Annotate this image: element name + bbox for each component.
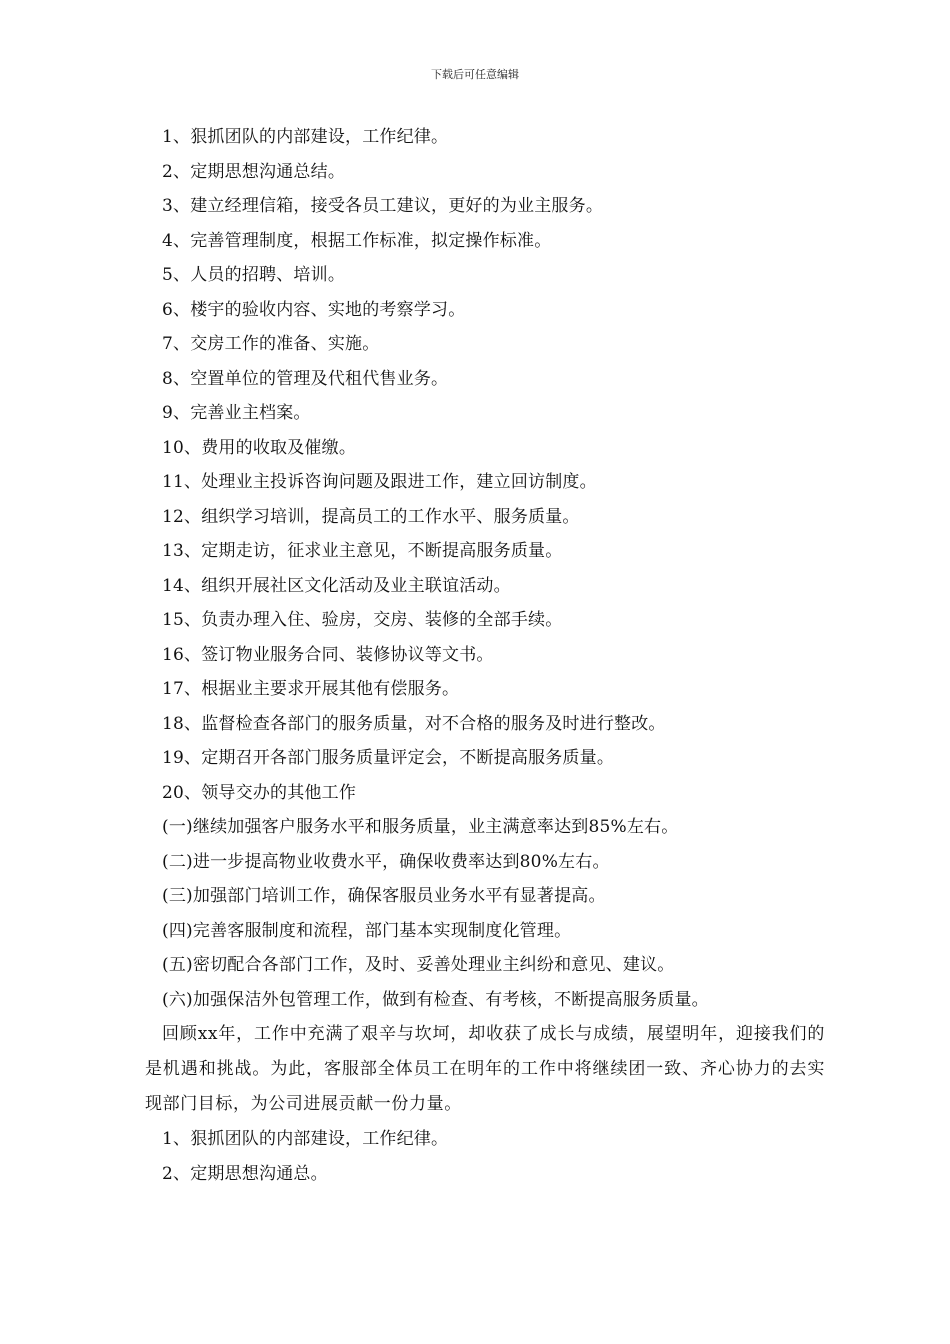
page-header: 下载后可任意编辑 — [431, 68, 519, 81]
list-item: 1、狠抓团队的内部建设，工作纪律。 — [162, 127, 449, 147]
goals-list — [145, 810, 825, 1017]
list-item: 11、处理业主投诉咨询问题及跟进工作，建立回访制度。 — [162, 472, 597, 492]
list-item: 2、定期思想沟通总结。 — [162, 161, 346, 182]
goal-item: (三)加强部门培训工作，确保客服员业务水平有显著提高。 — [162, 886, 606, 906]
list-item: 6、楼宇的验收内容、实地的考察学习。 — [162, 299, 466, 320]
list-item: 14、组织开展社区文化活动及业主联谊活动。 — [162, 575, 511, 596]
list-item: 18、监督检查各部门的服务质量，对不合格的服务及时进行整改。 — [162, 713, 666, 734]
goal-item: (二)进一步提高物业收费水平，确保收费率达到80%左右。 — [162, 851, 610, 872]
work-items-list — [145, 120, 825, 810]
list-item: 8、空置单位的管理及代租代售业务。 — [162, 368, 449, 389]
summary-paragraph: 回顾xx年，工作中充满了艰辛与坎坷，却收获了成长与成绩，展望明年，迎接我们的是机遇和挑战。为此，客服部全体员工在明年的工作中将继续团一致、齐心协力的去实现部门目标，为公司进展贡献一份力量。 — [145, 1024, 825, 1114]
goal-item: (五)密切配合各部门工作，及时、妥善处理业主纠纷和意见、建议。 — [162, 955, 675, 975]
tail-items-list — [145, 1122, 825, 1191]
list-item: 13、定期走访，征求业主意见，不断提高服务质量。 — [162, 541, 563, 561]
goal-item: (一)继续加强客户服务水平和服务质量，业主满意率达到85%左右。 — [162, 817, 679, 837]
list-item: 20、领导交办的其他工作 — [162, 782, 357, 803]
list-item: 19、定期召开各部门服务质量评定会，不断提高服务质量。 — [162, 748, 615, 768]
list-item: 15、负责办理入住、验房，交房、装修的全部手续。 — [162, 610, 563, 630]
list-item: 12、组织学习培训，提高员工的工作水平、服务质量。 — [162, 506, 580, 527]
list-item: 16、签订物业服务合同、装修协议等文书。 — [162, 644, 494, 665]
list-item: 4、完善管理制度，根据工作标准，拟定操作标准。 — [162, 230, 552, 251]
list-item: 10、费用的收取及催缴。 — [162, 437, 357, 458]
goal-item: (四)完善客服制度和流程，部门基本实现制度化管理。 — [162, 920, 572, 941]
list-item: 1、狠抓团队的内部建设，工作纪律。 — [162, 1129, 449, 1149]
list-item: 9、完善业主档案。 — [162, 403, 311, 423]
document-body — [145, 120, 825, 1191]
list-item: 17、根据业主要求开展其他有偿服务。 — [162, 679, 460, 699]
list-item: 7、交房工作的准备、实施。 — [162, 334, 380, 354]
list-item: 3、建立经理信箱，接受各员工建议，更好的为业主服务。 — [162, 196, 604, 216]
list-item: 5、人员的招聘、培训。 — [162, 265, 346, 285]
goal-item: (六)加强保洁外包管理工作，做到有检查、有考核，不断提高服务质量。 — [162, 989, 709, 1010]
list-item: 2、定期思想沟通总。 — [162, 1163, 328, 1184]
